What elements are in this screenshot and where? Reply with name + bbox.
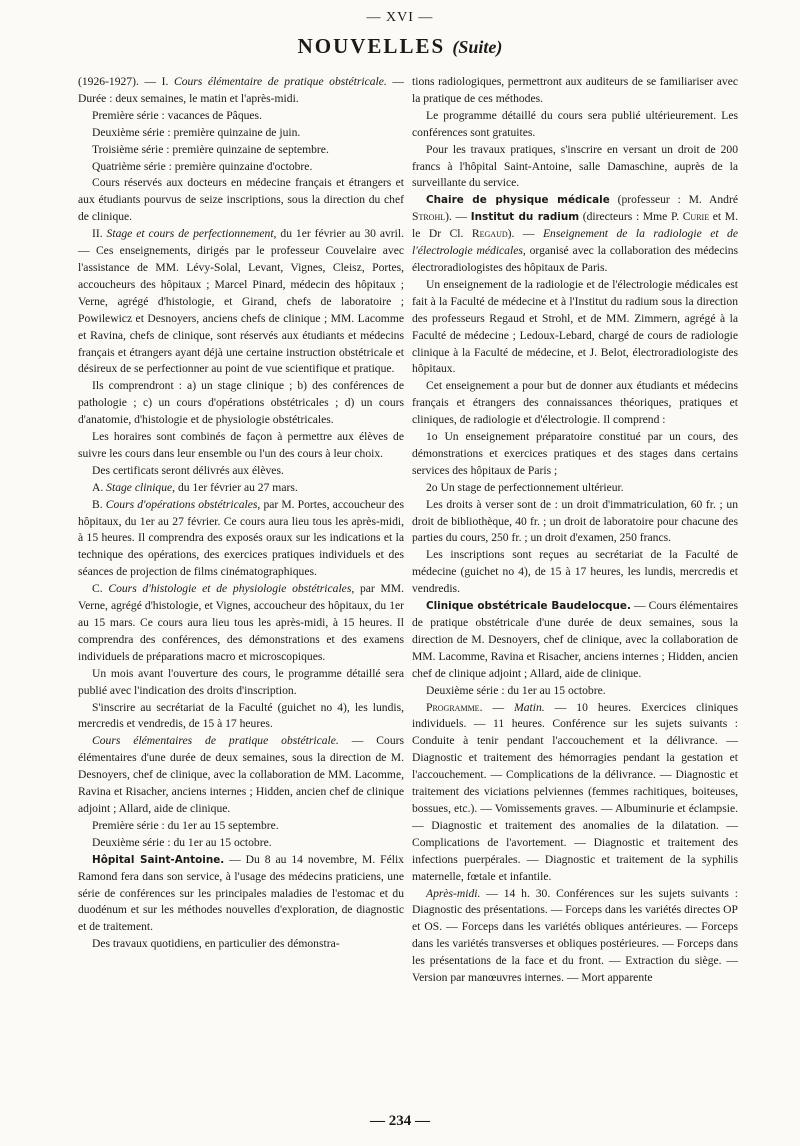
paragraph-text: II. [92, 227, 107, 241]
paragraph [412, 192, 738, 277]
paragraph [78, 175, 404, 226]
emphasis-text: Strohl [412, 210, 446, 224]
paragraph [78, 142, 404, 159]
paragraph-text: par M. Portes, accoucheur des hôpitaux, du 1er au 27 février. Ce cours aura lieu tous les après-midi, à 15 heures. Il comprendra des exposés oraux sur les indications et la technique des opérations, des exercices pratiques individuels et des séances de projection de films cinématographiques. [78, 497, 405, 579]
emphasis-text: Chaire de physique médicale [426, 194, 610, 207]
paragraph [78, 700, 404, 734]
left-column [78, 74, 404, 953]
paragraph [412, 598, 738, 683]
paragraph-text: Troisième série : première quinzaine de septembre. [92, 142, 329, 156]
paragraph-text: 2o Un stage de perfectionnement ultérieur. [426, 480, 624, 494]
paragraph-text: Cours réservés aux docteurs en médecine français et étrangers et aux étudiants pourvus de seize inscriptions, sous la direction du chef de clinique. [78, 176, 404, 224]
paragraph-text: 1o Un enseignement préparatoire constitué par un cours, des démonstrations et exercices pratiques et des stages dans certains services des hôpitaux de Paris ; [412, 430, 738, 477]
paragraph-text: ). — [507, 227, 543, 241]
emphasis-text: Enseignement de la radiologie et de l'électrologie médicales, [412, 227, 738, 258]
paragraph-text: Des travaux quotidiens, en particulier des démonstra- [92, 937, 340, 951]
paragraph-text: Pour les travaux pratiques, s'inscrire en versant un droit de 200 francs à l'hôpital Saint-Antoine, salle Damaschine, auprès de la surveillante du service. [412, 142, 738, 190]
emphasis-text: Cours élémentaire de pratique obstétricale. [173, 75, 387, 88]
paragraph-text: par MM. Verne, agrégé d'histologie, et Vignes, accoucheur des hôpitaux, du 1er au 15 mars. Ce cours aura lieu tous les après-midi, à 15 heures. Il comprendra des conférences, des démonstrations et des examens individuels de préparations macro et microscopiques. [78, 582, 404, 663]
paragraph [412, 108, 738, 142]
paragraph [78, 733, 404, 818]
paragraph [78, 666, 404, 700]
paragraph [78, 429, 404, 463]
paragraph [78, 818, 404, 835]
paragraph [412, 378, 738, 429]
paragraph [412, 429, 738, 480]
section-title [0, 34, 800, 59]
paragraph-text: et M. le Dr Cl. [412, 210, 738, 241]
paragraph [78, 378, 404, 429]
paragraph-text: — Cours élémentaires d'une durée de deux semaines, sous la direction de M. Desnoyers, chef de clinique, avec la collaboration de MM. Lacomme, Ravina et Risacher, anciens internes ; Hidden, ancien chef de clinique adjoint ; Allard, aide de clinique. [78, 734, 404, 815]
paragraph [412, 142, 738, 193]
paragraph [412, 886, 738, 987]
paragraph-text: tions radiologiques, permettront aux auditeurs de se familiariser avec la pratique de ces méthodes. [412, 75, 738, 105]
emphasis-text: Cours d'opérations obstétricales, [105, 497, 261, 511]
paragraph-text: Le programme détaillé du cours sera publié ultérieurement. Les conférences sont gratuites. [412, 108, 738, 139]
paragraph [78, 226, 404, 378]
title-main: NOUVELLES [297, 34, 446, 58]
paragraph-text: du 1er février au 27 mars. [175, 480, 298, 494]
emphasis-text: Matin. [514, 700, 545, 714]
paragraph-text: Deuxième série : du 1er au 15 octobre. [92, 835, 272, 849]
emphasis-text: Curie [682, 210, 710, 224]
paragraph [412, 683, 738, 700]
page-number: — 234 — [370, 1113, 430, 1129]
paragraph-text: (professeur : M. André [609, 193, 738, 207]
paragraph-text: C. [92, 582, 109, 596]
paragraph [78, 581, 404, 666]
paragraph-text: Ils comprendront : a) un stage clinique ; b) des conférences de pathologie ; c) un cours d'opérations obstétricales ; d) un cours d'anatomie, d'histologie et de physiologie obstétricales. [78, 379, 404, 427]
paragraph [78, 108, 404, 125]
paragraph [78, 497, 404, 582]
emphasis-text: Hôpital Saint-Antoine. [92, 853, 225, 866]
paragraph [412, 547, 738, 598]
emphasis-text: Stage et cours de perfectionnement, [106, 227, 277, 241]
emphasis-text: Après-midi. [426, 886, 481, 900]
emphasis-text: Programme. [426, 700, 483, 714]
paragraph-text: Première série : du 1er au 15 septembre. [92, 818, 279, 832]
paragraph-text: ). — [445, 210, 471, 224]
paragraph [78, 480, 404, 497]
paragraph [412, 700, 738, 886]
paragraph [78, 835, 404, 852]
title-suffix: (Suite) [452, 37, 503, 57]
paragraph-text: Première série : vacances de Pâques. [92, 108, 262, 122]
paragraph-text: S'inscrire au secrétariat de la Faculté (guichet no 4), les lundis, mercredis et vendredis, de 15 à 17 heures. [78, 700, 404, 731]
emphasis-text: Cours d'histologie et de physiologie obstétricales, [108, 582, 355, 596]
roman-page-number: — XVI — [366, 10, 434, 25]
emphasis-text: Institut du radium [470, 211, 580, 224]
paragraph-text: (directeurs : Mme P. [579, 210, 683, 224]
paragraph-text: — 14 h. 30. Conférences sur les sujets suivants : Diagnostic des présentations. — Forceps dans les variétés directes OP et OS. — Forceps dans les variétés obliques antérieures. — Forceps dans les variétés transverses et obliques postérieures. — Forceps dans les présentations de la face et du front. — Extraction du siège. — Version par manœuvres internes. — Mort apparente [412, 886, 738, 985]
emphasis-text: Regaud [471, 227, 508, 241]
paragraph-text: — [482, 700, 515, 714]
paragraph [78, 159, 404, 176]
paragraph-text: Un enseignement de la radiologie et de l'électrologie médicales est fait à la Faculté de médecine et à l'Institut du radium sous la direction des professeurs Regaud et Strohl, et de MM. Zimmern, agrégé à la Faculté de médecine ; Ledoux-Lebard, chargé de cours de radiologie clinique à la Faculté de médecine, et J. Belot, électroradiologiste des hôpitaux. [412, 277, 738, 376]
paragraph [78, 74, 404, 108]
paragraph [412, 480, 738, 497]
paragraph-text: Cet enseignement a pour but de donner aux étudiants et médecins français et étrangers des connaissances théoriques, pratiques et cliniques, de radiologie et d'électrologie. Il comprend : [412, 379, 738, 427]
paragraph [78, 125, 404, 142]
paragraph-text: Deuxième série : du 1er au 15 octobre. [426, 683, 606, 697]
paragraph-text: organisé avec la collaboration des médecins électroradiologistes des hôpitaux de Paris. [412, 244, 739, 274]
paragraph-text: A. [92, 480, 107, 494]
right-column [412, 74, 738, 987]
emphasis-text: Cours élémentaires de pratique obstétricale. [92, 734, 339, 748]
paragraph [78, 852, 404, 937]
paragraph [78, 936, 404, 953]
paragraph-text: — 10 heures. Exercices cliniques individuels. — 11 heures. Conférence sur les sujets suivants : Conduite à tenir pendant l'accouchement et la délivrance. — Diagnostic et traitement des hémorragies pendant la gestation et l'accouchement. — Complications de la délivrance. — Diagnostic et traitement des viciations pelviennes (femmes rachitiques, boiteuses, bossues, etc.). — Vomissements graves. — Albuminurie et éclampsie. — Diagnostic et traitement des anomalies de la dilatation. — Complications de l'avortement. — Diagnostic et traitement des infections puerpérales. — Diagnostic et traitement de la syphilis maternelle, fœtale et infantile. [412, 700, 739, 883]
paragraph-text: Les droits à verser sont de : un droit d'immatriculation, 60 fr. ; un droit de bibliothèque, 40 fr. ; un droit de laboratoire pour chacune des parties du cours, 250 fr. ; un droit d'examen, 250 francs. [412, 497, 738, 545]
paragraph-text: — Du 8 au 14 novembre, M. Félix Ramond fera dans son service, à l'usage des médecins praticiens, une série de conférences sur les principales maladies de l'estomac et du duodénum et sur les méthodes nouvelles d'exploration, de diagnostic et de traitement. [78, 852, 404, 934]
paragraph-text: Les inscriptions sont reçues au secrétariat de la Faculté de médecine (guichet no 4), de 15 à 17 heures, les lundis, mercredis et vendredis. [412, 548, 738, 596]
paragraph-text: Deuxième série : première quinzaine de juin. [92, 125, 301, 139]
paragraph-text: — Cours élémentaires de pratique obstétricale d'une durée de deux semaines, sous la direction de M. Desnoyers, chef de clinique, avec la collaboration de MM. Lacomme, Ravina et Risacher, anciens internes ; Hidden, ancien chef de clinique adjoint ; Allard, aide de clinique. [412, 599, 738, 680]
paragraph-text: (1926-1927). — I. [78, 75, 174, 88]
paragraph-text: B. [92, 497, 106, 511]
paragraph-text: Des certificats seront délivrés aux élèves. [92, 463, 284, 477]
paragraph-text: Un mois avant l'ouverture des cours, le programme détaillé sera publié avec l'indication des droits d'inscription. [78, 666, 404, 697]
paragraph-text: Quatrième série : première quinzaine d'octobre. [92, 159, 313, 173]
emphasis-text: Clinique obstétricale Baudelocque. [426, 600, 631, 613]
paragraph-text: — Durée : deux semaines, le matin et l'après-midi. [78, 75, 405, 105]
paragraph-text: Les horaires sont combinés de façon à permettre aux élèves de suivre les cours dans leur ensemble ou l'un des cours à leur choix. [78, 430, 404, 460]
paragraph [412, 277, 738, 378]
paragraph [412, 74, 738, 108]
paragraph [78, 463, 404, 480]
paragraph-text: du 1er février au 30 avril. — Ces enseignements, dirigés par le professeur Couvelaire avec l'assistance de MM. Lévy-Solal, Levant, Vignes, Cleisz, Portes, accoucheurs des hôpitaux ; Marcel Pinard, médecin des hôpitaux ; Verne, agrégé d'histologie, et Girand, chefs de laboratoire ; Powilewicz et Desnoyers, anciens chefs de clinique ; MM. Lacomme et Ravina, chefs de clinique, sont réservés aux étudiants et médecins français et étrangers ayant déjà une certaine instruction obstétricale et désireux de se perfectionner au point de vue scientifique et pratique. [78, 227, 404, 376]
paragraph [412, 497, 738, 548]
emphasis-text: Stage clinique, [106, 480, 176, 494]
